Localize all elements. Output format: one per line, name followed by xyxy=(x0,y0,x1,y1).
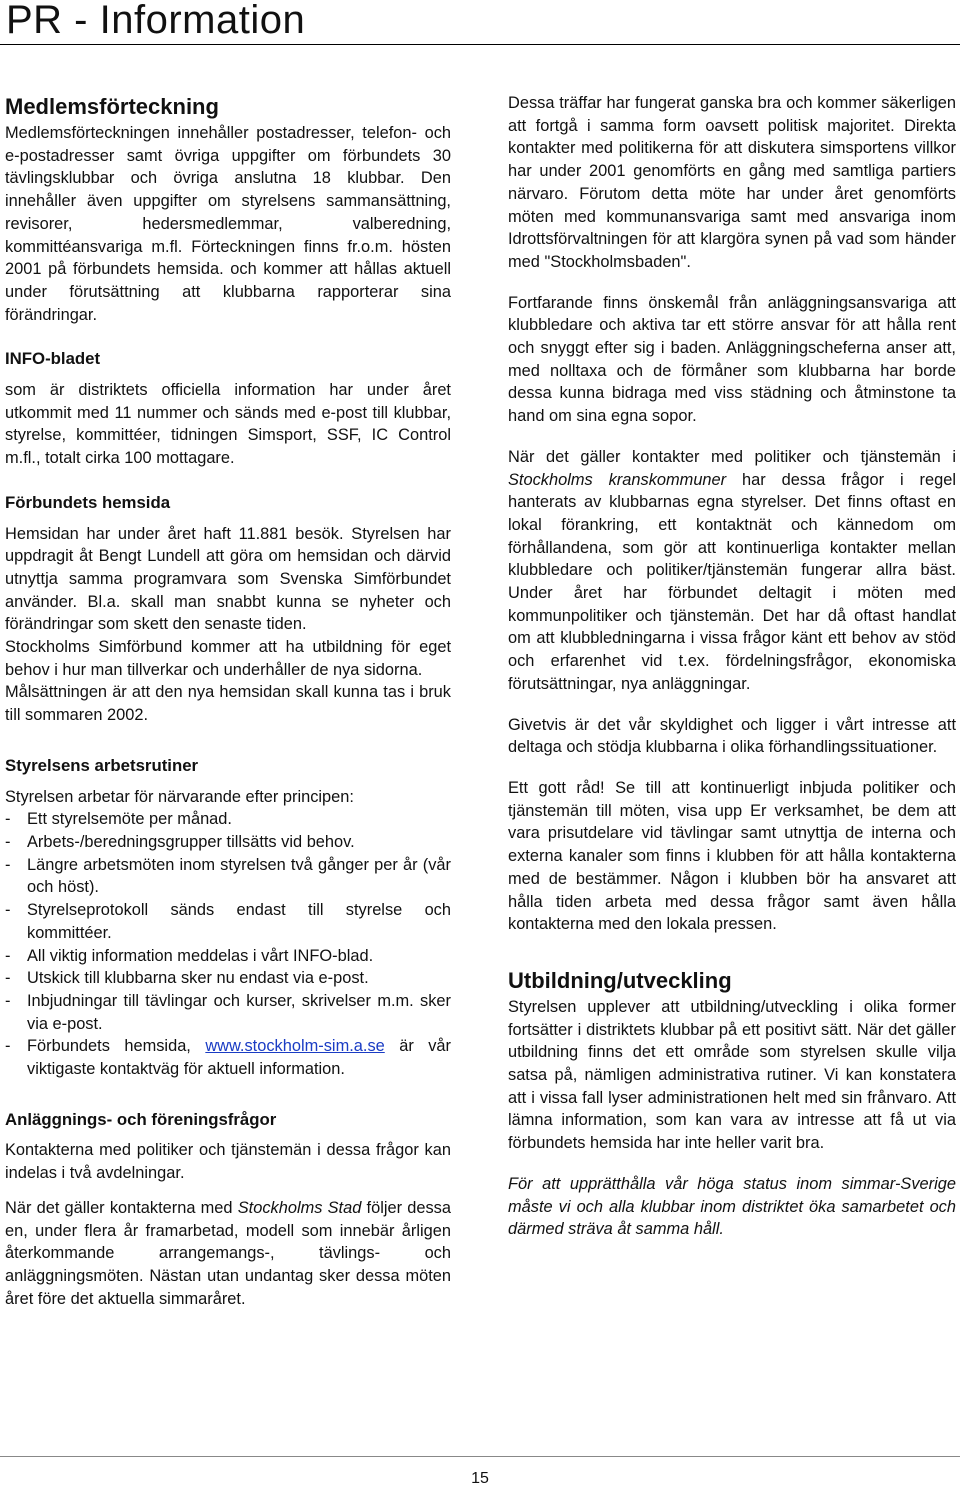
page-footer xyxy=(0,1470,960,1488)
section-title-utbildning: Utbildning/utveckling xyxy=(508,967,732,993)
list-item: - Utskick till klubbarna sker nu endast via e-post. xyxy=(5,967,451,990)
text-run-italic: Stockholms Stad xyxy=(237,1198,362,1217)
text-run: följer dessa en, under flera år framarbetad, modell som innebär årligen återkommande arrangemangs-, tävlings- och anläggningsmöten. Nästan utan undantag sker dessa möten året före det aktuella simmaråret. xyxy=(5,1198,451,1308)
right-column xyxy=(508,92,956,1241)
paragraph: som är distriktets officiella information har under året utkommit med 11 nummer och sänds med e-post till klubbar, styrelse, kommittéer, tidningen Simsport, SSF, IC Control m.fl., totalt cirka 100 mottagare. xyxy=(5,381,451,468)
section-title-anlaggningsfragor: Anläggnings- och föreningsfrågor xyxy=(5,1109,277,1129)
paragraph: Hemsidan har under året haft 11.881 besök. Styrelsen har uppdragit åt Bengt Lundell att göra om hemsidan och därvid utnyttja samma programvara som Svenska Simförbundet använder. Bl.a. skall man snabbt kunna se nyheter och förändringar som skett den senaste tiden. xyxy=(5,524,451,634)
text-run: När det gäller kontakterna med xyxy=(5,1198,233,1217)
list-item: - Arbets-/beredningsgrupper tillsätts vid behov. xyxy=(5,831,451,854)
paragraph: Målsättningen är att den nya hemsidan skall kunna tas i bruk till sommaren 2002. xyxy=(5,683,451,725)
paragraph: Styrelsen upplever att utbildning/utveckling i olika former fortsätter i distriktets klubbar på ett positivt sätt. När det gäller utbildning finns det ett område som styrelsen skulle vilja satsa på, nämligen administrativa rutiner. Vi kan konstatera att i vissa fall lyser administrationen helt med sin frånvaro. Att lämna information, som kan vara av intresse att få ut via förbundets hemsida har inte heller varit bra. xyxy=(508,997,956,1153)
list-text: är vår viktigaste kontaktväg för aktuell information. xyxy=(27,1037,452,1079)
list-item: - Längre arbetsmöten inom styrelsen två gånger per år (vår och höst). xyxy=(5,854,451,899)
list-item: - All viktig information meddelas i vårt INFO-blad. xyxy=(5,945,451,968)
paragraph: Givetvis är det vår skyldighet och ligger i vårt intresse att deltaga och stödja klubbarna i olika förhandlingssituationer. xyxy=(508,715,956,757)
page-number: 15 xyxy=(471,1470,489,1487)
left-column xyxy=(5,92,451,1310)
page-header xyxy=(6,0,960,46)
list-item: - Ett styrelsemöte per månad. xyxy=(5,808,451,831)
paragraph: Fortfarande finns önskemål från anläggningsansvariga att klubbledare och aktiva tar ett större ansvar för att hålla rent och snyggt efter sig i baden. Anläggningscheferna anser att, med nolltaxa och de förmåner som klubbarna har borde dessa kunna bidraga med viss städning och åtminstone ta hand om sina egna sopor. xyxy=(508,293,956,426)
text-run: har dessa frågor i regel hanterats av klubbarnas egna styrelser. Det finns oftast en lokal förankring, ett kontaktnät och kännedom om förhållandena, som gör att kontinuerliga kontakter mellan klubbledare och politiker/tjänstemän fungerar allra bäst. Under året har förbundet deltagit i möten med kommunpolitiker och tjänstemän. Det har då oftast handlat om att klubbledningarna i vissa frågor känt ett behov av stöd och erfarenhet vid t.ex. fördelningsfrågor, ekonomiska förutsättningar, nya anläggningar. xyxy=(508,470,956,693)
paragraph xyxy=(508,1173,956,1241)
list-item: - Styrelseprotokoll sänds endast till styrelse och kommittéer. xyxy=(5,899,451,944)
page-title: PR - Information xyxy=(6,0,306,42)
paragraph: Stockholms Simförbund kommer att ha utbildning för eget behov i hur man tillverkar och underhåller de nya sidorna. xyxy=(5,638,451,679)
list-item xyxy=(5,1035,451,1080)
header-rule xyxy=(0,44,960,45)
paragraph xyxy=(508,446,956,696)
section-title-medlemsforteckning: Medlemsförteckning xyxy=(5,94,219,119)
text-run-italic: För att upprätthålla vår höga status inom simmar-Sverige måste vi och alla klubbar inom distriktet öka samarbetet och därmed sträva åt samma håll. xyxy=(508,1174,956,1239)
paragraph: Kontakterna med politiker och tjänstemän i dessa frågor kan indelas i två avdelningar. xyxy=(5,1141,451,1183)
paragraph xyxy=(5,1197,451,1311)
paragraph: Dessa träffar har fungerat ganska bra och kommer säkerligen att fortgå i samma form oavsett politisk majoritet. Direkta kontakter med politikerna för att diskutera simsportens villkor har under 2001 genomförts en gång med samtliga partiers närvaro. Förutom detta möte har under året genomförts möten med kommunansvariga samt med ansvariga inom Idrottsförvaltningen för att klargöra synen på vad som händer med "Stockholmsbaden". xyxy=(508,94,956,271)
paragraph: Medlemsförteckningen innehåller postadresser, telefon- och e-postadresser samt övriga uppgifter om förbundets 30 tävlingsklubbar och övriga anslutna 18 klubbar. Den innehåller även uppgifter om styrelsens sammansättning, revisorer, hedersmedlemmar, valberedning, kommittéansvariga m.fl. Förteckningen finns fr.o.m. hösten 2001 på förbundets hemsida. och kommer att hållas aktuell under förutsättning att klubbarna rapporterar sina förändringar. xyxy=(5,124,451,324)
section-title-styrelsens-arbetsrutiner: Styrelsens arbetsrutiner xyxy=(5,755,199,775)
section-title-info-bladet: INFO-bladet xyxy=(5,349,101,369)
section-title-forbundets-hemsida: Förbundets hemsida xyxy=(5,492,171,512)
text-run-italic: Stockholms kranskommuner xyxy=(508,470,727,489)
hemsida-link[interactable]: www.stockholm-sim.a.se xyxy=(205,1037,385,1056)
list-item: - Inbjudningar till tävlingar och kurser, skrivelser m.m. sker via e-post. xyxy=(5,990,451,1035)
paragraph: Styrelsen arbetar för närvarande efter principen: xyxy=(5,787,354,806)
routine-list xyxy=(5,808,451,1080)
text-run: När det gäller kontakter med politiker och tjänstemän i xyxy=(508,447,956,466)
footer-rule xyxy=(0,1456,960,1457)
paragraph: Ett gott råd! Se till att kontinuerligt inbjuda politiker och tjänstemän till möten, visa upp Er verksamhet, be dem att vara prisutdelare vid tävlingar samt utnyttja de interna och externa kanaler som finns i klubben för att hålla kontakterna med de bestämmer. Någon i klubben bör ha ansvaret att hålla tiden arbeta med dessa frågor samt även hålla kontakterna med den lokala pressen. xyxy=(508,778,956,934)
list-text: Förbundets hemsida, xyxy=(27,1037,191,1056)
